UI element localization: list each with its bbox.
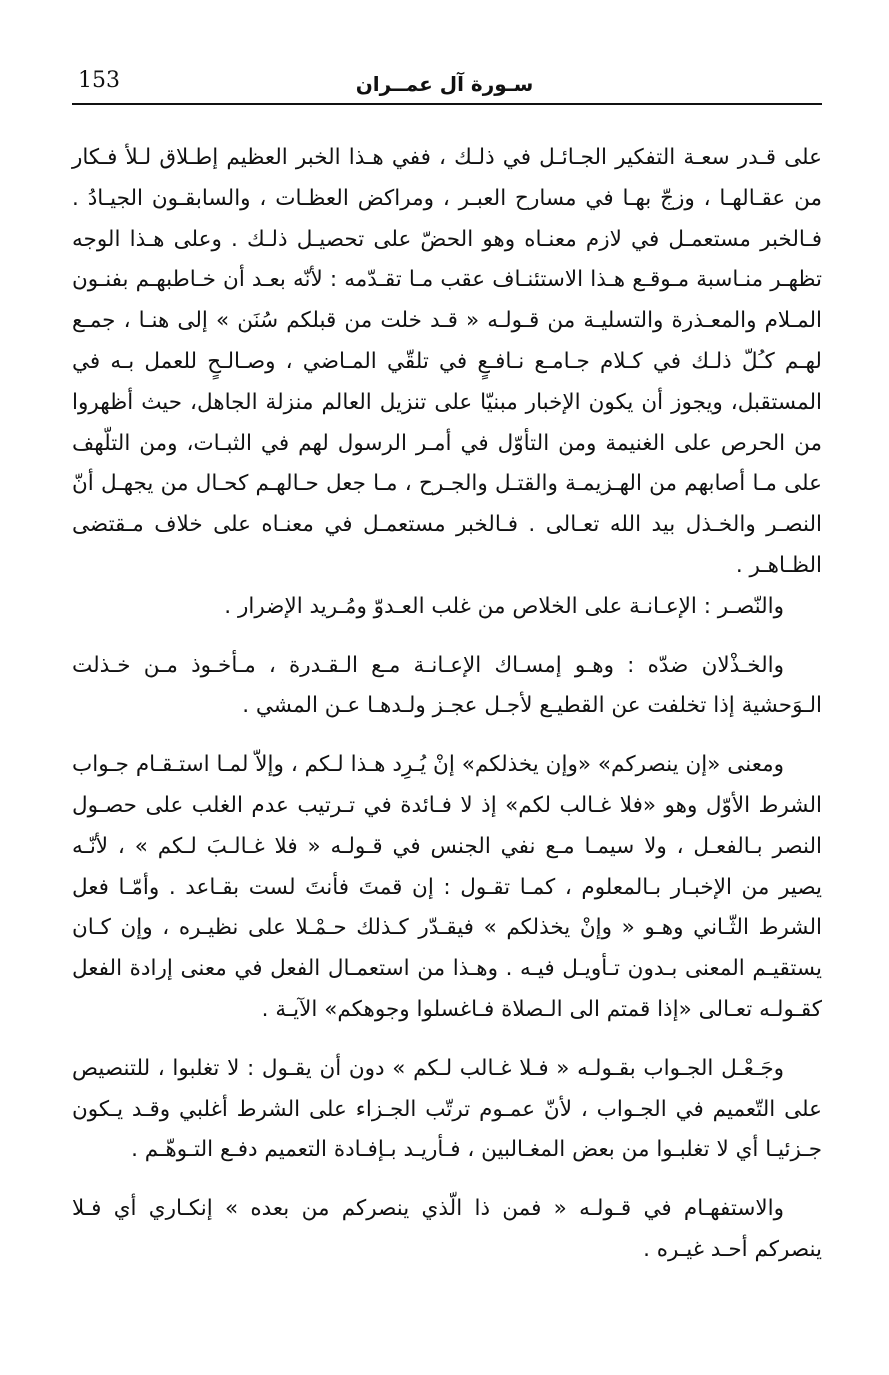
paragraph: على قـدر سعـة التفكير الجـائـل في ذلـك ، ففي هـذا الخبر العظيم إطـلاق لـلأ فـكار من عقـالهـا ، وزجّ بهـا في مسارح العبـر ، ومراكض العظـات ، والسابقـون الجيـادُ . فـالخبر مستعمـل في لازم معنـاه وهو الحضّ على تحصيـل ذلـك . وعلى هـذا الوجه تظهـر منـاسبة مـوقـع هـذا الاستئنـاف عقب مـا تقـدّمه : لأنّه بعـد أن خـاطبهـم بفنـون المـلام والمعـذرة والتسليـة من قـولـه « قـد خلت من قبلكم سُنَن » إلى هنـا ، جمـع لهـم كـُلّ ذلـك في كـلام جـامـع نـافـعٍ في تلقّي المـاضي ، وصـالـحٍ للعمل بـه في المستقبل، ويجوز أن يكون الإخبار مبنيّا على تنزيل العالم منزلة الجاهل، حيث أظهروا من الحرص على الغنيمة ومن التأوّل في أمـر الرسول لهم في الثبـات، ومن التلّهف على مـا أصابهم من الهـزيمـة والقتـل والجـرح ، مـا جعل حـالهـم كحـال من يجهـل أنّ النصـر والخـذل بيد الله تعـالى . فـالخبر مستعمـل في معنـاه على خلاف مـقتضى الظـاهـر . bbox=[72, 145, 822, 578]
running-title: سـورة آل عمــران bbox=[355, 72, 534, 96]
paragraph: ومعنى «إن ينصركم» «وإن يخذلكم» إنْ يُـرِد هـذا لـكم ، وإلاّ لمـا استـقـام جـواب الشرط الأوّل وهو «فلا غـالب لكم» إذ لا فـائدة في تـرتيب عدم الغلب على حصـول النصر بـالفعـل ، ولا سيمـا مـع نفي الجنس في قـولـه « فلا غـالـبَ لـكم » ، لأنّـه يصير من الإخبـار بـالمعلوم ، كمـا تقـول : إن قمتَ فأنتَ لست بقـاعد . وأمّـا فعل الشرط الثّـاني وهـو « وإنْ يخذلكم » فيقـدّر كـذلك حـمْـلا على نظيـره ، وإن كـان يستقيـم المعنى بـدون تـأويـل فيـه . وهـذا من استعمـال الفعل في معنى إرادة الفعل كقـولـه تعـالى «إذا قمتم الى الـصلاة فـاغسلوا وجوهكم» الآيـة . bbox=[72, 752, 822, 1022]
paragraph: وجَـعْـل الجـواب بقـولـه « فـلا غـالب لـكم » دون أن يقـول : لا تغلبوا ، للتنصيص على التّعميم في الجـواب ، لأنّ عمـوم ترتّب الجـزاء على الشرط أغلبي وقـد يـكون جـزئيـا أي لا تغلبـوا من بعض المغـالبين ، فـأريـد بـإفـادة التعميم دفـع التـوهّـم . bbox=[72, 1055, 822, 1163]
header-rule bbox=[72, 103, 822, 105]
paragraph: والخـذْلان ضدّه : وهـو إمسـاك الإعـانـة مـع الـقـدرة ، مـأخـوذ مـن خـذلت الـوَحشية إذا تخلفت عن القطيـع لأجـل عجـز ولـدهـا عـن المشي . bbox=[72, 652, 822, 719]
paragraph: والنّصـر : الإعـانـة على الخلاص من غلب العـدوّ ومُـريد الإضرار . bbox=[224, 593, 784, 619]
body-text bbox=[72, 138, 822, 1271]
paragraph: والاستفهـام في قـولـه « فمن ذا الّذي ينصركم من بعده » إنكـاري أي فـلا ينصركم أحـد غيـره . bbox=[72, 1196, 822, 1262]
page-number: 153 bbox=[78, 68, 120, 93]
